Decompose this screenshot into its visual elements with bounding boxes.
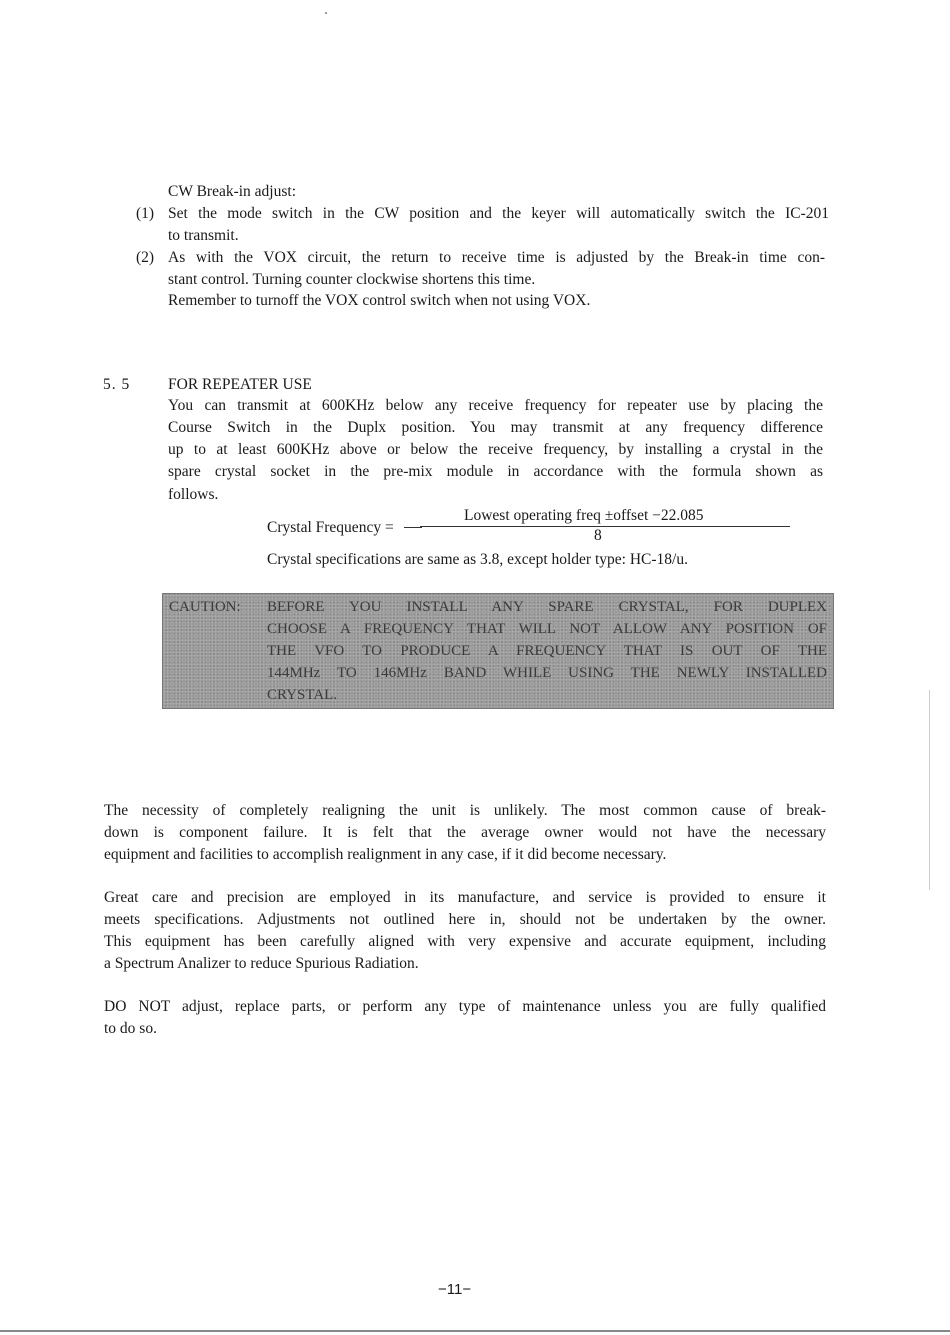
scan-bottom-edge bbox=[0, 1330, 950, 1332]
cw-break-in-heading: CW Break-in adjust: bbox=[168, 183, 296, 200]
paragraph-line: The necessity of completely realigning the unit is unlikely. The most common cause of break- bbox=[104, 802, 826, 819]
list-item-text: Remember to turnoff the VOX control switch when not using VOX. bbox=[168, 292, 591, 309]
formula-denominator: 8 bbox=[594, 527, 602, 544]
scan-margin-mark bbox=[929, 690, 930, 890]
section-title: FOR REPEATER USE bbox=[168, 376, 312, 393]
paragraph-line: Course Switch in the Duplx position. You may transmit at any frequency difference bbox=[168, 419, 823, 436]
paragraph-line: up to at least 600KHz above or below the receive frequency, by installing a crystal in the bbox=[168, 441, 823, 458]
paragraph-line: down is component failure. It is felt that the average owner would not have the necessary bbox=[104, 824, 826, 841]
list-item-text: stant control. Turning counter clockwise shortens this time. bbox=[168, 271, 536, 288]
fraction-bar bbox=[420, 526, 790, 527]
paragraph-line: a Spectrum Analizer to reduce Spurious Radiation. bbox=[104, 955, 419, 972]
caution-line: 144MHz TO 146MHz BAND WHILE USING THE NEWLY INSTALLED bbox=[267, 665, 827, 681]
paragraph-line: spare crystal socket in the pre-mix module in accordance with the formula shown as bbox=[168, 463, 823, 480]
list-item-text: to transmit. bbox=[168, 227, 239, 244]
paragraph-line: Great care and precision are employed in its manufacture, and service is provided to ensure it bbox=[104, 889, 826, 906]
paragraph-line: to do so. bbox=[104, 1020, 157, 1037]
caution-line: THE VFO TO PRODUCE A FREQUENCY THAT IS OUT OF THE bbox=[267, 643, 827, 659]
caution-box bbox=[162, 593, 834, 709]
formula-label: Crystal Frequency = bbox=[267, 519, 394, 536]
section-number: 5. 5 bbox=[103, 376, 131, 393]
list-item-number: (1) bbox=[136, 205, 155, 222]
caution-line: BEFORE YOU INSTALL ANY SPARE CRYSTAL, FOR DUPLEX bbox=[267, 599, 827, 615]
caution-label: CAUTION: bbox=[169, 599, 241, 615]
paragraph-line: follows. bbox=[168, 486, 219, 503]
caution-line: CHOOSE A FREQUENCY THAT WILL NOT ALLOW ANY POSITION OF bbox=[267, 621, 827, 637]
page-number: −11− bbox=[438, 1281, 472, 1298]
list-item-text: Set the mode switch in the CW position and the keyer will automatically switch the IC-201 bbox=[168, 205, 829, 222]
list-item-number: (2) bbox=[136, 249, 155, 266]
scan-speck bbox=[325, 12, 327, 14]
list-item-text: As with the VOX circuit, the return to receive time is adjusted by the Break-in time con- bbox=[168, 249, 825, 266]
paragraph-line: equipment and facilities to accomplish realignment in any case, if it did become necessary. bbox=[104, 846, 667, 863]
paragraph-line: meets specifications. Adjustments not outlined here in, should not be undertaken by the owner. bbox=[104, 911, 826, 928]
crystal-spec-note: Crystal specifications are same as 3.8, except holder type: HC-18/u. bbox=[267, 551, 688, 568]
paragraph-line: This equipment has been carefully aligned with very expensive and accurate equipment, including bbox=[104, 933, 826, 950]
caution-line: CRYSTAL. bbox=[267, 687, 338, 703]
formula-numerator: Lowest operating freq ±offset −22.085 bbox=[464, 507, 704, 524]
paragraph-line: You can transmit at 600KHz below any receive frequency for repeater use by placing the bbox=[168, 397, 823, 414]
formula-leader-line bbox=[404, 527, 422, 528]
paragraph-line: DO NOT adjust, replace parts, or perform any type of maintenance unless you are fully qualified bbox=[104, 998, 826, 1015]
